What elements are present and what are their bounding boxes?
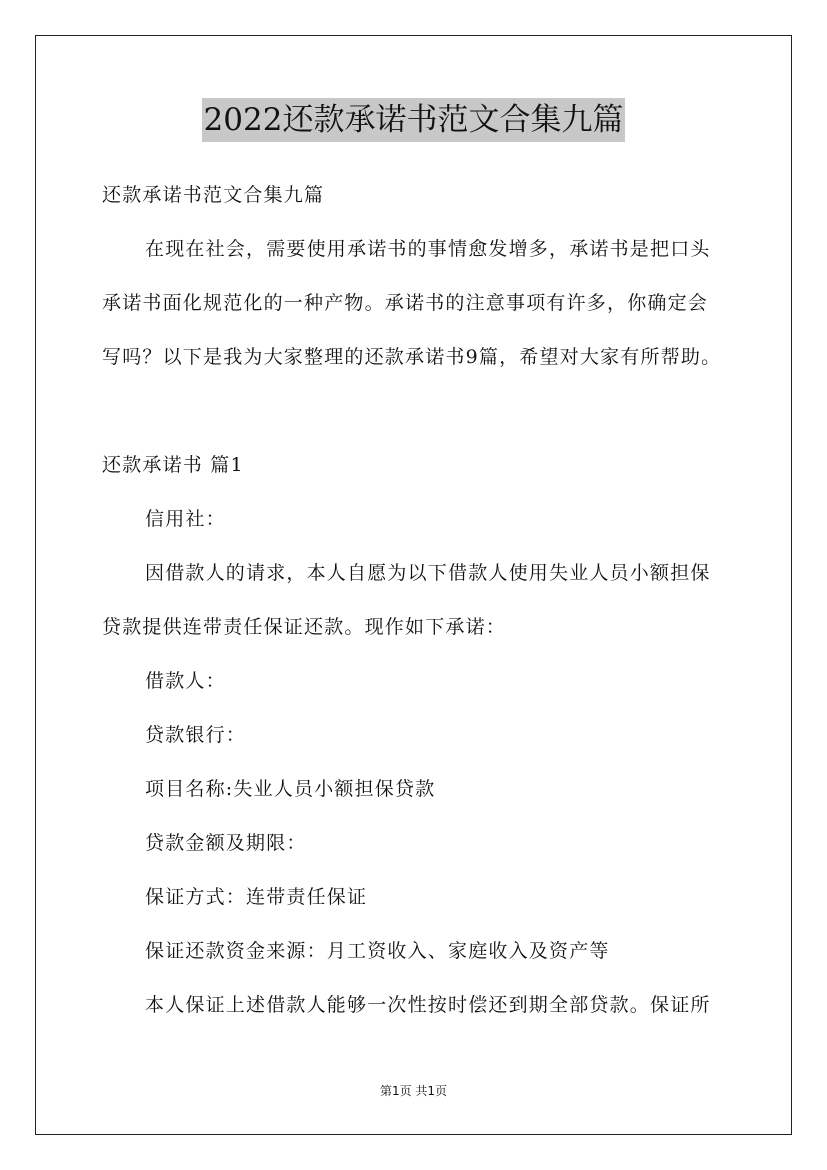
body-line-9: 保证还款资金来源：月工资收入、家庭收入及资产等 xyxy=(145,940,610,962)
intro-line-3: 写吗？以下是我为大家整理的还款承诺书9篇，希望对大家有所帮助。 xyxy=(102,346,722,368)
body-line-1: 信用社： xyxy=(145,508,226,530)
body-line-2: 因借款人的请求，本人自愿为以下借款人使用失业人员小额担保 xyxy=(145,562,711,584)
body-line-6: 项目名称:失业人员小额担保贷款 xyxy=(145,778,436,800)
body-line-7: 贷款金额及期限： xyxy=(145,832,307,854)
title-container xyxy=(0,98,827,142)
body-line-3: 贷款提供连带责任保证还款。现作如下承诺： xyxy=(102,616,507,638)
body-line-4: 借款人： xyxy=(145,670,226,692)
body-line-10: 本人保证上述借款人能够一次性按时偿还到期全部贷款。保证所 xyxy=(145,994,711,1016)
document-subtitle: 还款承诺书范文合集九篇 xyxy=(102,184,325,206)
intro-line-1: 在现在社会，需要使用承诺书的事情愈发增多，承诺书是把口头 xyxy=(145,238,711,260)
document-title: 2022还款承诺书范文合集九篇 xyxy=(202,98,626,142)
body-line-8: 保证方式：连带责任保证 xyxy=(145,886,368,908)
intro-line-2: 承诺书面化规范化的一种产物。承诺书的注意事项有许多，你确定会 xyxy=(102,292,709,314)
body-line-5: 贷款银行： xyxy=(145,724,247,746)
section-heading: 还款承诺书 篇1 xyxy=(102,454,244,476)
page-footer: 第1页 共1页 xyxy=(379,1084,448,1098)
